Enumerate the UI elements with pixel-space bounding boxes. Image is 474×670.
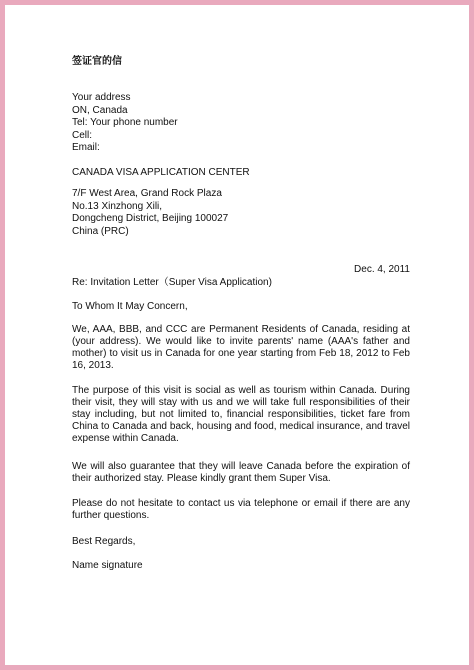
- paragraph-invitation: We, AAA, BBB, and CCC are Permanent Residents of Canada, residing at (your address). We would like to invite parents' name (AAA's father and mother) to visit us in Canada for one year starting from Feb 18, 2012 to Feb 16, 2013.: [72, 324, 410, 371]
- paragraph-contact: Please do not hesitate to contact us via telephone or email if there are any further questions.: [72, 498, 410, 521]
- letter-page: [5, 5, 469, 665]
- paragraph-guarantee: We will also guarantee that they will leave Canada before the expiration of their authorized stay. Please kindly grant them Super Visa.: [72, 461, 410, 484]
- letter-signature: Name signature: [72, 560, 143, 571]
- letter-subject: Re: Invitation Letter（Super Visa Application): [72, 277, 272, 288]
- sender-tel: Tel: Your phone number: [72, 117, 178, 128]
- sender-city: ON, Canada: [72, 105, 128, 116]
- paragraph-purpose: The purpose of this visit is social as well as tourism within Canada. During their visit, they will stay with us and we will take full responsibilities of their stay including, but not limited to, financial responsibilities, ticket fare from China to Canada and back, housing and food, medical insurance, and travel expense within Canada.: [72, 385, 410, 444]
- recipient-line-4: China (PRC): [72, 226, 129, 237]
- letter-heading: 签证官的信: [72, 56, 122, 67]
- recipient-line-2: No.13 Xinzhong Xili,: [72, 201, 163, 212]
- recipient-line-3: Dongcheng District, Beijing 100027: [72, 213, 229, 224]
- letter-salutation: To Whom It May Concern,: [72, 301, 188, 312]
- letter-closing: Best Regards,: [72, 536, 136, 547]
- sender-cell: Cell:: [72, 130, 93, 141]
- sender-email: Email:: [72, 142, 100, 153]
- recipient-line-1: 7/F West Area, Grand Rock Plaza: [72, 188, 222, 199]
- recipient-name: CANADA VISA APPLICATION CENTER: [72, 167, 250, 178]
- sender-address: Your address: [72, 92, 131, 103]
- letter-date: Dec. 4, 2011: [354, 264, 410, 275]
